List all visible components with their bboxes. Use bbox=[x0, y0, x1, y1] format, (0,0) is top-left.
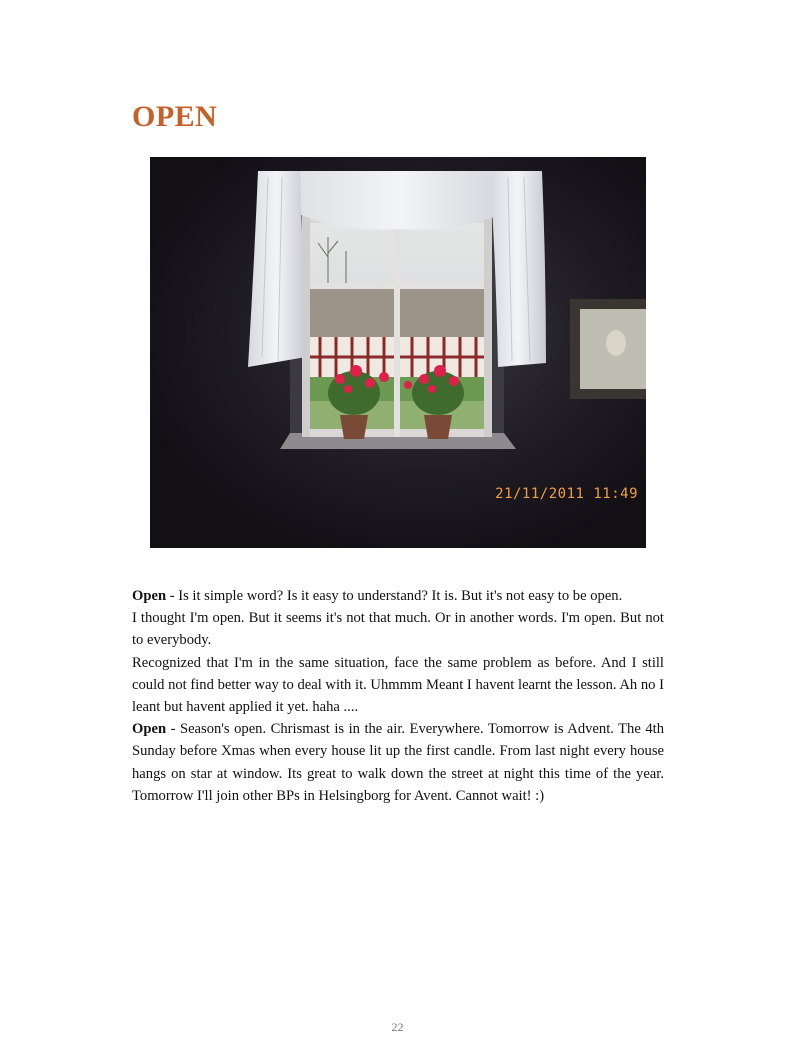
paragraph-1-lead: Open bbox=[132, 588, 167, 604]
paragraph-1 bbox=[132, 585, 664, 607]
paragraph-4 bbox=[132, 718, 664, 807]
body-text bbox=[132, 585, 664, 807]
page-title: OPEN bbox=[132, 100, 218, 133]
paragraph-4-lead: Open bbox=[132, 721, 167, 738]
page-number: 22 bbox=[391, 1020, 404, 1034]
window-photo bbox=[150, 157, 646, 548]
photo-timestamp: 21/11/2011 11:49 bbox=[495, 486, 638, 502]
paragraph-3: Recognized that I'm in the same situation, face the same problem as before. And I still could not find better way to deal with it. Uhmmm Meant I havent learnt the lesson. Ah no I leant but havent applied it yet. haha .... bbox=[132, 654, 664, 716]
paragraph-4-text: - Season's open. Chrismast is in the air. Everywhere. Tomorrow is Advent. The 4th Sunday before Xmas when every house lit up the first candle. From last night every house hangs on star at window. Its great to walk down the street at night this time of the year. Tomorrow I'll join other BPs in Helsingborg for Avent. Cannot wait! :) bbox=[132, 721, 664, 804]
paragraph-1-text: - Is it simple word? Is it easy to understand? It is. But it's not easy to be open. bbox=[166, 588, 623, 604]
paragraph-2: I thought I'm open. But it seems it's not that much. Or in another words. I'm open. But not to everybody. bbox=[132, 610, 664, 649]
